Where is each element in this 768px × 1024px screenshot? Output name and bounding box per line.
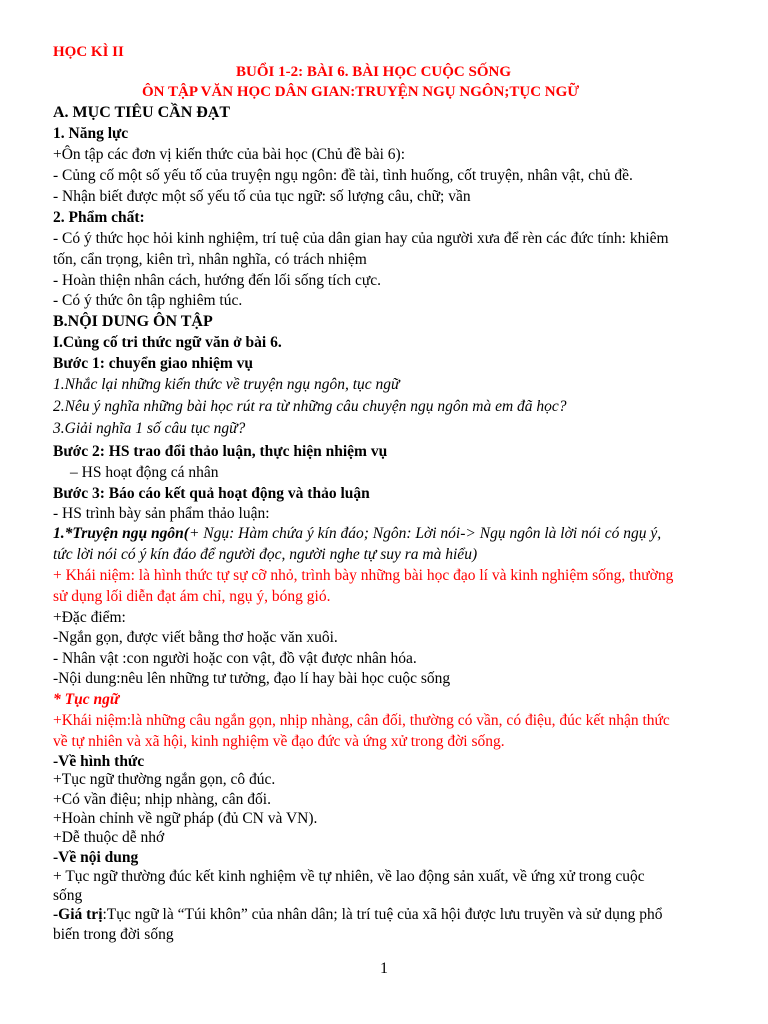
ability-line: - Củng cố một số yếu tố của truyện ngụ ngôn: đề tài, tình huống, cốt truyện, nhân vật, chủ đề. — [53, 167, 633, 184]
section-b-title: B.NỘI DUNG ÔN TẬP — [53, 313, 213, 330]
proverb-concept: +Khái niệm:là những câu ngắn gọn, nhịp nhàng, cân đối, thường có vần, có điệu, đúc kết nhận thức — [53, 712, 670, 729]
proverb-content-title: -Về nội dung — [53, 849, 139, 866]
step3-title: Bước 3: Báo cáo kết quả hoạt động và thảo luận — [53, 485, 370, 502]
proverb-value — [53, 905, 715, 926]
section-a-title: A. MỤC TIÊU CẦN ĐẠT — [53, 104, 231, 121]
fable-feature: - Nhân vật :con người hoặc con vật, đồ vật được nhân hóa. — [53, 650, 417, 667]
proverb-form-item: +Có vần điệu; nhịp nhàng, cân đối. — [53, 791, 271, 808]
question-item: 1.Nhắc lại những kiến thức về truyện ngụ ngôn, tục ngữ — [53, 376, 400, 393]
proverb-form-item: +Hoàn chỉnh về ngữ pháp (đủ CN và VN). — [53, 810, 318, 827]
proverb-content-cont: sống — [53, 887, 83, 904]
fable-label: 1.*Truyện ngụ ngôn( — [53, 525, 189, 542]
fable-concept-cont: sử dụng lối diễn đạt ám chỉ, ngụ ý, bóng gió. — [53, 588, 331, 605]
fable-etymology-cont: tức lời nói có ý kín đáo để người đọc, người nghe tự suy ra mà hiểu) — [53, 546, 478, 563]
quality-title: 2. Phẩm chất: — [53, 209, 145, 226]
ability-line: +Ôn tập các đơn vị kiến thức của bài học (Chủ đề bài 6): — [53, 146, 406, 163]
step2-note: – HS hoạt động cá nhân — [70, 464, 219, 481]
question-item: 3.Giải nghĩa 1 số câu tục ngữ? — [53, 420, 246, 437]
question-item: 2.Nêu ý nghĩa những bài học rút ra từ những câu chuyện ngụ ngôn mà em đã học? — [53, 398, 567, 415]
proverb-value-label: -Giá trị — [53, 906, 103, 923]
proverb-concept-cont: về tự nhiên và xã hội, kinh nghiệm về đạo đức và ứng xử trong đời sống. — [53, 733, 505, 750]
quality-line: - Có ý thức ôn tập nghiêm túc. — [53, 292, 243, 309]
session-heading: BUỔI 1-2: BÀI 6. BÀI HỌC CUỘC SỐNG — [236, 64, 512, 80]
proverb-content: + Tục ngữ thường đúc kết kinh nghiệm về tự nhiên, về lao động sản xuất, về ứng xử trong cuộc — [53, 868, 645, 885]
step2-title: Bước 2: HS trao đổi thảo luận, thực hiện nhiệm vụ — [53, 443, 388, 460]
step1-title: Bước 1: chuyển giao nhiệm vụ — [53, 355, 254, 372]
quality-line: - Có ý thức học hỏi kinh nghiệm, trí tuệ của dân gian hay của người xưa để rèn các đức tính: khiêm — [53, 230, 669, 247]
part1-title: I.Củng cố tri thức ngữ văn ở bài 6. — [53, 334, 282, 351]
term-heading: HỌC KÌ II — [53, 44, 124, 60]
fable-etymology-text: + Ngụ: Hàm chứa ý kín đáo; Ngôn: Lời nói-> Ngụ ngôn là lời nói có ngụ ý, — [188, 525, 662, 542]
proverb-value-text: :Tục ngữ là “Túi khôn” của nhân dân; là trí tuệ của xã hội được lưu truyền và sử dụng phổ — [102, 906, 663, 923]
quality-line: tốn, cẩn trọng, kiên trì, nhân nghĩa, có trách nhiệm — [53, 251, 367, 268]
subtitle-heading: ÔN TẬP VĂN HỌC DÂN GIAN:TRUYỆN NGỤ NGÔN;TỤC NGỮ — [142, 84, 580, 100]
step3-note: - HS trình bày sản phẩm thảo luận: — [53, 505, 270, 522]
quality-line: - Hoàn thiện nhân cách, hướng đến lối sống tích cực. — [53, 272, 382, 289]
fable-feature: -Ngắn gọn, được viết bằng thơ hoặc văn xuôi. — [53, 629, 338, 646]
fable-features-title: +Đặc điểm: — [53, 609, 126, 626]
page-number: 1 — [380, 960, 388, 977]
ability-line: - Nhận biết được một số yếu tố của tục ngữ: số lượng câu, chữ; vần — [53, 188, 471, 205]
proverb-value-cont: biến trong đời sống — [53, 926, 174, 943]
fable-etymology — [53, 524, 715, 545]
proverb-form-title: -Về hình thức — [53, 753, 145, 770]
proverb-form-item: +Tục ngữ thường ngắn gọn, cô đúc. — [53, 771, 276, 788]
fable-concept: + Khái niệm: là hình thức tự sự cỡ nhỏ, trình bày những bài học đạo lí và kinh nghiệm sống, thường — [53, 567, 674, 584]
proverb-label: * Tục ngữ — [53, 691, 120, 708]
proverb-form-item: +Dễ thuộc dễ nhớ — [53, 829, 165, 846]
fable-feature: -Nội dung:nêu lên những tư tưởng, đạo lí hay bài học cuộc sống — [53, 670, 451, 687]
ability-title: 1. Năng lực — [53, 125, 129, 142]
